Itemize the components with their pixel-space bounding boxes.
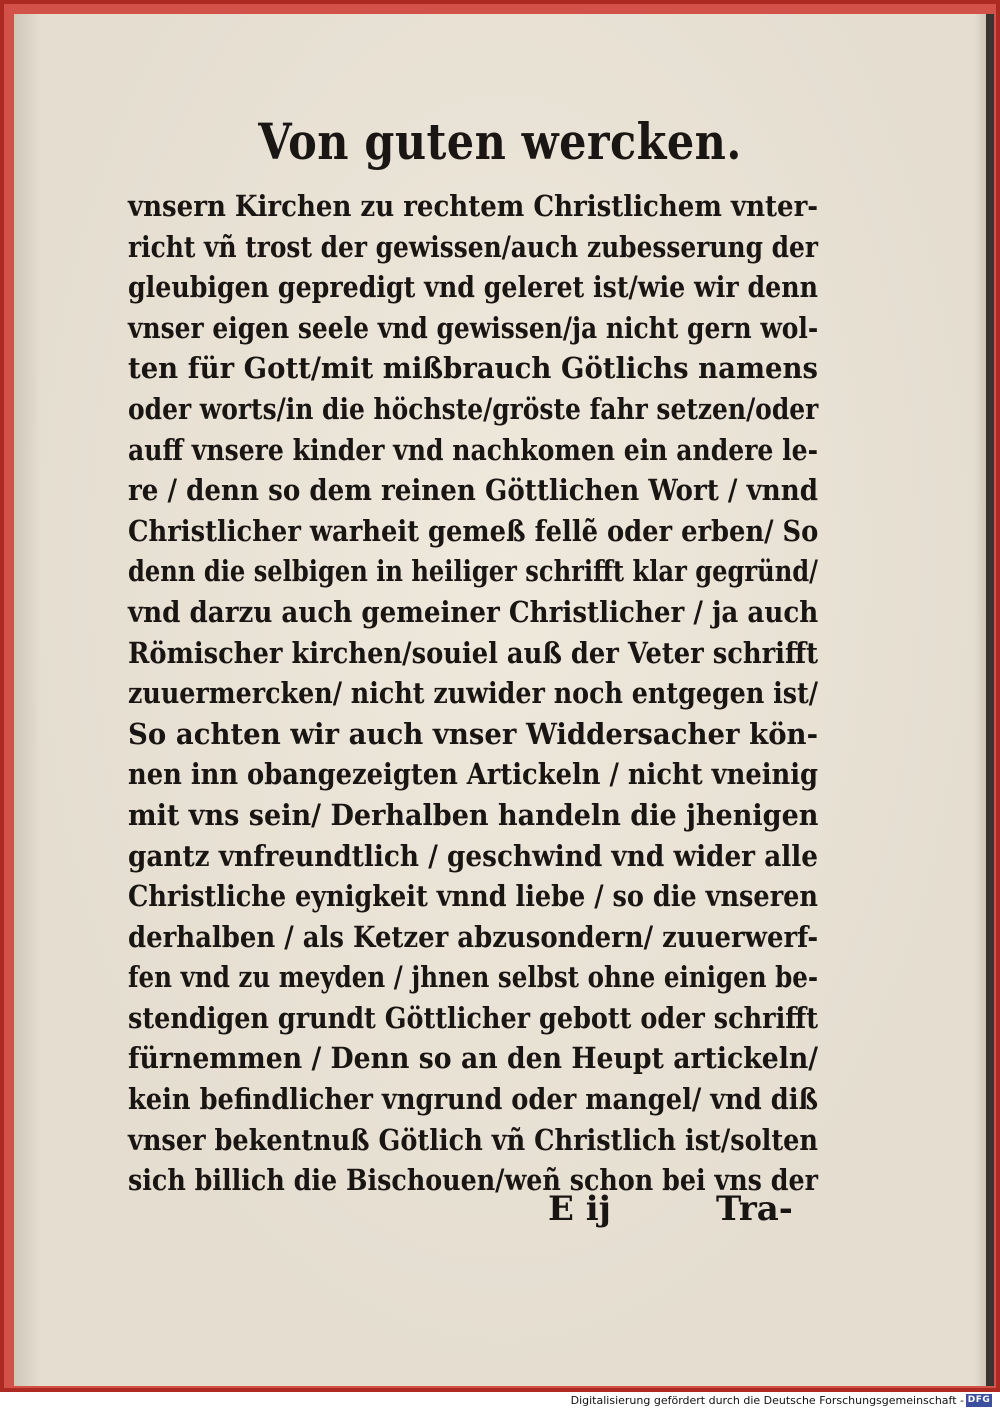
text-line: mit vns sein/ Derhalben handeln die jhenigen bbox=[128, 797, 819, 832]
text-line: gantz vnfreundtlich / geschwind vnd wider alle bbox=[128, 838, 818, 873]
text-line: derhalben / als Ketzer abzusondern/ zuuerwerf- bbox=[128, 919, 819, 954]
text-line: kein befindlicher vngrund oder mangel/ vnd diß bbox=[128, 1082, 818, 1117]
text-line: auff vnsere kinder vnd nachkomen ein andere le- bbox=[128, 432, 818, 467]
digitization-credit: Digitalisierung gefördert durch die Deutsche Forschungsgemeinschaft - bbox=[570, 1394, 964, 1407]
text-line: nen inn obangezeigten Artickeln / nicht vneinig bbox=[128, 757, 818, 792]
text-line: vnser eigen seele vnd gewissen/ja nicht gern wol- bbox=[128, 310, 819, 345]
signature-mark: E ij bbox=[548, 1189, 611, 1229]
dfg-logo: DFG bbox=[967, 1395, 991, 1405]
text-line: fen vnd zu meyden / jhnen selbst ohne einigen be- bbox=[128, 960, 819, 995]
text-line: richt vñ trost der gewissen/auch zubesserung der bbox=[128, 229, 818, 264]
text-line: Christliche eynigkeit vnnd liebe / so die vnseren bbox=[128, 879, 818, 914]
page-gutter-shadow bbox=[986, 14, 994, 1386]
text-line: re / denn so dem reinen Göttlichen Wort / vnnd bbox=[128, 473, 818, 508]
text-line: Römischer kirchen/souiel auß der Veter schrifft bbox=[128, 635, 818, 670]
text-line: Christlicher warheit gemeß fellẽ oder erben/ So bbox=[128, 513, 819, 548]
running-head: Von guten wercken. bbox=[258, 112, 742, 171]
text-line: oder worts/in die höchste/gröste fahr setzen/oder bbox=[128, 391, 819, 426]
text-line: gleubigen gepredigt vnd geleret ist/wie wir denn bbox=[128, 270, 818, 305]
text-line: So achten wir auch vnser Widdersacher kön- bbox=[128, 716, 818, 751]
text-line: zuuermercken/ nicht zuwider noch entgegen ist/ bbox=[128, 676, 818, 711]
catchword: Tra- bbox=[716, 1189, 793, 1229]
text-line: denn die selbigen in heiliger schrifft klar gegründ/ bbox=[128, 554, 818, 589]
text-line: ten für Gott/mit mißbrauch Götlichs namens bbox=[128, 351, 818, 386]
text-line: vnser bekentnuß Götlich vñ Christlich ist/solten bbox=[128, 1122, 818, 1157]
text-line: vnsern Kirchen zu rechtem Christlichem vnter- bbox=[128, 189, 819, 223]
text-line: fürnemmen / Denn so an den Heupt artickeln/ bbox=[128, 1041, 818, 1076]
text-line: sich billich die Bischouen/weñ schon bei vns der bbox=[128, 1163, 818, 1198]
text-line: vnd darzu auch gemeiner Christlicher / ja auch bbox=[128, 594, 819, 629]
body-text bbox=[128, 186, 818, 1201]
text-line: stendigen grundt Göttlicher gebott oder schrifft bbox=[128, 1000, 818, 1035]
